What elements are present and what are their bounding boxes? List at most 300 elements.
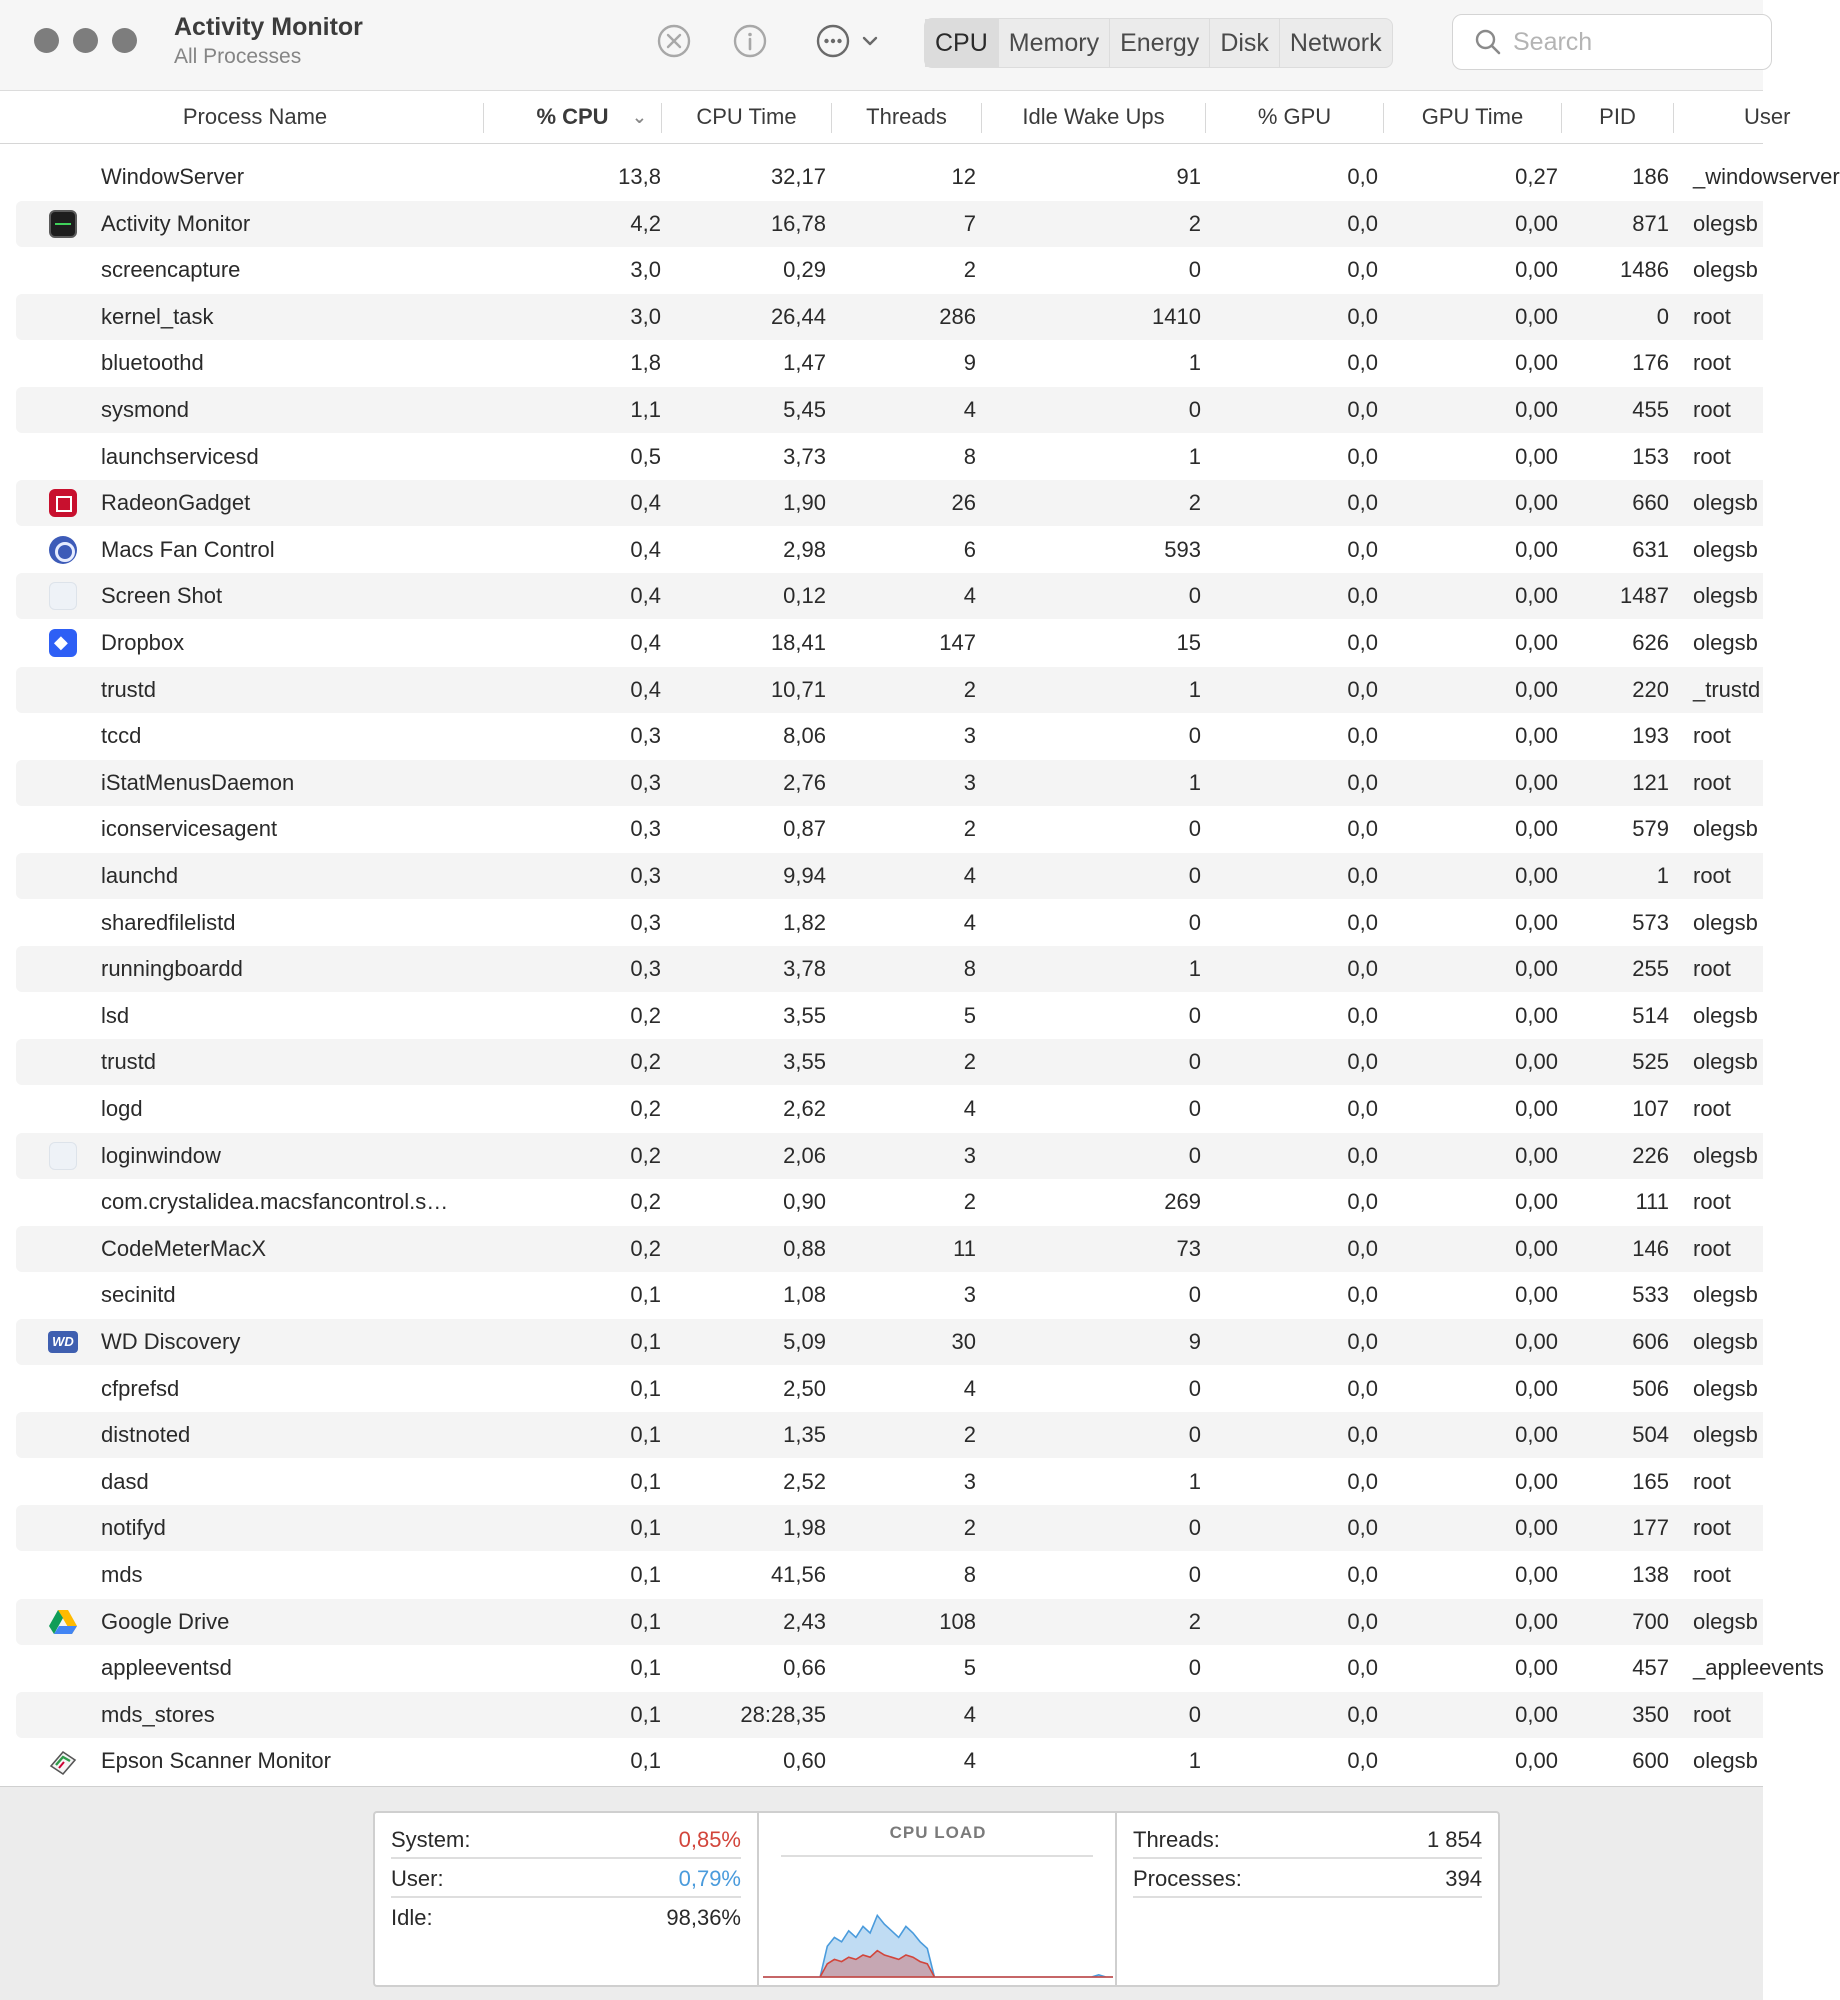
window-title: Activity Monitor	[174, 13, 363, 41]
tab-memory[interactable]: Memory	[999, 19, 1110, 67]
process-user: _appleevents	[1693, 1655, 1824, 1681]
cpu-time: 2,52	[783, 1468, 826, 1494]
gpu-percent: 0,0	[1347, 1748, 1378, 1774]
cpu-percent: 3,0	[630, 303, 661, 329]
process-icon-cell	[48, 154, 78, 200]
cpu-percent: 0,1	[630, 1655, 661, 1681]
process-name: Activity Monitor	[101, 210, 251, 236]
process-icon-cell	[48, 1366, 78, 1412]
threads-count: 2	[963, 816, 976, 842]
process-id: 1487	[1620, 583, 1669, 609]
table-row[interactable]	[16, 1505, 1763, 1551]
threads-count: 4	[963, 1375, 976, 1401]
cpu-time: 10,71	[770, 676, 826, 702]
user-label: User:	[391, 1866, 444, 1891]
cpu-percent: 0,1	[630, 1375, 661, 1401]
table-row[interactable]	[16, 806, 1763, 852]
process-icon-cell	[48, 667, 78, 713]
process-id: 146	[1632, 1235, 1669, 1261]
process-name: trustd	[101, 676, 157, 702]
cpu-percent: 0,1	[630, 1515, 661, 1541]
process-id: 579	[1632, 816, 1669, 842]
column-header-gpu-time[interactable]: GPU Time	[1383, 103, 1561, 133]
gpu-time: 0,00	[1515, 1189, 1558, 1215]
table-row[interactable]	[16, 667, 1763, 713]
process-name: screencapture	[101, 257, 241, 283]
activity-monitor-icon	[49, 210, 77, 238]
threads-count: 4	[963, 1701, 976, 1727]
process-name: CodeMeterMacX	[101, 1235, 267, 1261]
cpu-load-graph-box	[759, 1813, 1117, 1985]
process-name: distnoted	[101, 1422, 191, 1448]
table-row[interactable]	[16, 434, 1763, 480]
table-row[interactable]	[16, 387, 1763, 433]
idle-wake-ups: 0	[1188, 1515, 1201, 1541]
cpu-time: 3,55	[783, 1002, 826, 1028]
process-name: iconservicesagent	[101, 816, 278, 842]
wd-discovery-icon: WD	[48, 1331, 78, 1353]
table-row[interactable]	[16, 294, 1763, 340]
threads-count: 5	[963, 1655, 976, 1681]
idle-wake-ups: 0	[1188, 863, 1201, 888]
threads-count: 147	[939, 630, 976, 655]
table-row[interactable]	[16, 573, 1763, 619]
table-row[interactable]	[16, 1226, 1763, 1272]
process-name: sharedfilelistd	[101, 909, 236, 935]
column-header-threads[interactable]: Threads	[831, 103, 981, 133]
process-name: mds	[101, 1562, 143, 1587]
process-id: 871	[1632, 210, 1669, 236]
process-id: 1486	[1620, 257, 1669, 283]
table-row[interactable]	[16, 1319, 1763, 1365]
gpu-time: 0,00	[1515, 1235, 1558, 1261]
processes-stat	[1133, 1860, 1482, 1898]
idle-wake-ups: 0	[1188, 1002, 1201, 1028]
process-id: 107	[1632, 1096, 1669, 1121]
gpu-time: 0,00	[1515, 1096, 1558, 1121]
gpu-time: 0,00	[1515, 1748, 1558, 1774]
minimize-window-button[interactable]	[73, 28, 98, 53]
process-icon-cell	[48, 201, 78, 247]
threads-count: 2	[963, 1515, 976, 1541]
table-row[interactable]	[16, 713, 1763, 759]
column-header-pid[interactable]: PID	[1561, 103, 1673, 133]
gpu-percent: 0,0	[1347, 1375, 1378, 1401]
search-icon	[1473, 27, 1503, 57]
cpu-percent: 0,4	[630, 490, 661, 516]
threads-count: 4	[963, 863, 976, 888]
process-id: 660	[1632, 490, 1669, 516]
toolbar	[0, 0, 1763, 91]
idle-wake-ups: 0	[1188, 909, 1201, 935]
table-row[interactable]	[16, 201, 1763, 247]
process-user: root	[1693, 1701, 1731, 1727]
google-drive-icon	[48, 1608, 78, 1636]
process-id: 176	[1632, 350, 1669, 376]
process-icon-cell	[48, 1738, 78, 1784]
table-row[interactable]	[16, 480, 1763, 526]
process-id: 506	[1632, 1375, 1669, 1401]
cpu-time: 2,62	[783, 1096, 826, 1121]
process-icon-cell	[48, 1179, 78, 1225]
process-name: launchservicesd	[101, 443, 259, 469]
threads-count: 30	[951, 1329, 976, 1354]
tab-cpu[interactable]: CPU	[925, 19, 999, 67]
process-icon-cell	[48, 480, 78, 526]
threads-count: 8	[963, 443, 976, 469]
stop-process-button[interactable]	[654, 22, 694, 60]
process-user: root	[1693, 303, 1731, 329]
idle-wake-ups: 0	[1188, 1096, 1201, 1121]
cpu-time: 1,82	[783, 909, 826, 935]
cpu-percent: 0,4	[630, 630, 661, 655]
process-icon-cell	[48, 1505, 78, 1551]
process-user: olegsb	[1693, 583, 1758, 609]
inspect-process-button[interactable]	[730, 22, 770, 60]
processes-label: Processes:	[1133, 1866, 1242, 1891]
gpu-percent: 0,0	[1347, 909, 1378, 935]
idle-wake-ups: 1	[1188, 1468, 1201, 1494]
table-row[interactable]	[16, 340, 1763, 386]
process-id: 111	[1635, 1189, 1669, 1215]
idle-wake-ups: 73	[1176, 1235, 1201, 1261]
system-label: System:	[391, 1827, 471, 1852]
table-row[interactable]	[16, 760, 1763, 806]
process-user: olegsb	[1693, 257, 1758, 283]
threads-count: 2	[963, 1189, 976, 1215]
cpu-percent: 0,3	[630, 909, 661, 935]
cpu-percent: 0,2	[630, 1049, 661, 1075]
process-user: olegsb	[1693, 1282, 1758, 1308]
threads-count: 108	[939, 1608, 976, 1634]
search-input[interactable]	[1513, 28, 1753, 57]
gpu-time: 0,00	[1515, 816, 1558, 842]
process-icon-cell	[48, 1039, 78, 1085]
process-id: 165	[1632, 1468, 1669, 1494]
process-user: olegsb	[1693, 816, 1758, 842]
idle-wake-ups: 0	[1188, 1655, 1201, 1681]
idle-label: Idle:	[391, 1905, 433, 1930]
process-user: root	[1693, 350, 1731, 376]
process-id: 220	[1632, 676, 1669, 702]
process-icon-cell	[48, 527, 78, 573]
table-row[interactable]	[16, 1039, 1763, 1085]
table-row[interactable]	[16, 527, 1763, 573]
process-user: olegsb	[1693, 630, 1758, 655]
gpu-percent: 0,0	[1347, 1049, 1378, 1075]
tab-disk[interactable]: Disk	[1210, 19, 1280, 67]
table-row[interactable]	[16, 154, 1840, 200]
threads-count: 3	[963, 1468, 976, 1494]
process-name: bluetoothd	[101, 350, 204, 376]
process-user: root	[1693, 956, 1731, 982]
process-id: 626	[1632, 630, 1669, 655]
idle-wake-ups: 0	[1188, 1562, 1201, 1587]
epson-scanner-icon	[48, 1746, 78, 1776]
process-user: olegsb	[1693, 210, 1758, 236]
threads-count: 3	[963, 723, 976, 749]
table-row[interactable]	[16, 620, 1763, 666]
process-name: Dropbox	[101, 630, 185, 655]
idle-wake-ups: 0	[1188, 1142, 1201, 1168]
process-user: root	[1693, 863, 1731, 888]
cpu-percent: 0,4	[630, 536, 661, 562]
gpu-time: 0,00	[1515, 1282, 1558, 1308]
cpu-time: 0,90	[783, 1189, 826, 1215]
table-row[interactable]	[16, 1086, 1763, 1132]
cpu-time: 3,78	[783, 956, 826, 982]
process-user: root	[1693, 443, 1731, 469]
cpu-percent: 0,3	[630, 816, 661, 842]
table-row[interactable]	[16, 1179, 1763, 1225]
table-row[interactable]	[16, 1272, 1763, 1318]
zoom-window-button[interactable]	[112, 28, 137, 53]
process-user: _windowserver	[1693, 164, 1840, 189]
process-name: appleeventsd	[101, 1655, 232, 1681]
process-user: olegsb	[1693, 1142, 1758, 1168]
macs-fan-control-icon	[49, 536, 77, 564]
cpu-time: 1,47	[783, 350, 826, 376]
threads-count: 12	[951, 164, 976, 189]
table-row[interactable]	[16, 1599, 1763, 1645]
process-icon-cell	[48, 1645, 78, 1691]
gpu-time: 0,00	[1515, 1515, 1558, 1541]
gpu-percent: 0,0	[1347, 1235, 1378, 1261]
search-field[interactable]	[1452, 14, 1772, 70]
cpu-load-graph	[763, 1861, 1113, 1981]
gpu-percent: 0,0	[1347, 1096, 1378, 1121]
gpu-time: 0,00	[1515, 909, 1558, 935]
more-actions-button[interactable]	[808, 22, 888, 60]
cpu-usage-stats	[375, 1813, 759, 1985]
process-icon-cell	[48, 993, 78, 1039]
table-row[interactable]	[16, 1459, 1763, 1505]
idle-wake-ups: 1	[1188, 676, 1201, 702]
gpu-percent: 0,0	[1347, 1329, 1378, 1354]
threads-count: 286	[939, 303, 976, 329]
process-name: WindowServer	[101, 164, 245, 189]
gpu-percent: 0,0	[1347, 397, 1378, 422]
threads-count: 2	[963, 1049, 976, 1075]
cpu-time: 41,56	[770, 1562, 826, 1587]
process-name: trustd	[101, 1049, 157, 1075]
gpu-time: 0,00	[1515, 1422, 1558, 1448]
gpu-percent: 0,0	[1347, 1142, 1378, 1168]
process-user: olegsb	[1693, 1329, 1758, 1354]
process-name: tccd	[101, 723, 142, 749]
tab-energy[interactable]: Energy	[1110, 19, 1210, 67]
idle-wake-ups: 593	[1164, 536, 1201, 562]
cpu-time: 5,45	[783, 397, 826, 422]
process-id: 255	[1632, 956, 1669, 982]
table-row[interactable]	[16, 853, 1763, 899]
threads-count: 7	[963, 210, 976, 236]
process-user: olegsb	[1693, 1049, 1758, 1075]
cpu-percent: 0,2	[630, 1235, 661, 1261]
process-user: root	[1693, 723, 1731, 749]
column-header-cpu-label: % CPU	[536, 104, 609, 129]
cpu-time: 0,60	[783, 1748, 826, 1774]
table-row[interactable]	[16, 1738, 1763, 1784]
process-icon-cell	[48, 247, 78, 293]
cpu-percent: 0,1	[630, 1748, 661, 1774]
column-header-user[interactable]: User	[1673, 103, 1783, 133]
table-row[interactable]	[16, 1692, 1763, 1738]
table-row[interactable]	[16, 1552, 1763, 1598]
table-row[interactable]	[16, 247, 1763, 293]
idle-wake-ups: 269	[1164, 1189, 1201, 1215]
gpu-percent: 0,0	[1347, 210, 1378, 236]
cpu-time: 32,17	[770, 164, 826, 189]
gpu-time: 0,00	[1515, 1049, 1558, 1075]
gpu-time: 0,00	[1515, 210, 1558, 236]
dropbox-icon	[49, 629, 77, 657]
cpu-time: 2,76	[783, 769, 826, 795]
process-user: root	[1693, 1562, 1731, 1587]
idle-value: 98,36%	[666, 1905, 741, 1930]
column-header-gpu[interactable]: % GPU	[1205, 103, 1383, 133]
idle-wake-ups: 2	[1188, 1608, 1201, 1634]
process-id: 138	[1632, 1562, 1669, 1587]
idle-wake-ups: 91	[1176, 164, 1201, 189]
gpu-percent: 0,0	[1347, 443, 1378, 469]
idle-wake-ups: 0	[1188, 1049, 1201, 1075]
process-id: 153	[1632, 443, 1669, 469]
process-icon-cell	[48, 1692, 78, 1738]
process-icon-cell	[48, 387, 78, 433]
gpu-percent: 0,0	[1347, 1468, 1378, 1494]
table-row[interactable]	[16, 993, 1763, 1039]
idle-wake-ups: 1410	[1152, 303, 1201, 329]
gpu-time: 0,00	[1515, 1002, 1558, 1028]
threads-count: 9	[963, 350, 976, 376]
process-user: root	[1693, 1096, 1731, 1121]
gpu-percent: 0,0	[1347, 630, 1378, 655]
cpu-percent: 0,3	[630, 723, 661, 749]
idle-wake-ups: 0	[1188, 816, 1201, 842]
idle-wake-ups: 0	[1188, 1422, 1201, 1448]
idle-wake-ups: 0	[1188, 723, 1201, 749]
process-id: 504	[1632, 1422, 1669, 1448]
process-name: sysmond	[101, 397, 190, 422]
column-header-idle-wake-ups[interactable]: Idle Wake Ups	[981, 103, 1205, 133]
cpu-percent: 1,8	[630, 350, 661, 376]
threads-count: 4	[963, 909, 976, 935]
process-name: Google Drive	[101, 1608, 230, 1634]
process-user: olegsb	[1693, 1748, 1758, 1774]
column-header-cpu[interactable]	[483, 103, 661, 133]
threads-count: 2	[963, 1422, 976, 1448]
gpu-time: 0,00	[1515, 350, 1558, 376]
table-row[interactable]	[16, 1412, 1763, 1458]
idle-wake-ups: 0	[1188, 1282, 1201, 1308]
process-user: olegsb	[1693, 1002, 1758, 1028]
window-subtitle[interactable]: All Processes	[174, 45, 302, 68]
cpu-time: 8,06	[783, 723, 826, 749]
process-user: root	[1693, 769, 1731, 795]
cpu-percent: 0,3	[630, 956, 661, 982]
table-row[interactable]	[16, 1645, 1824, 1691]
tab-network[interactable]: Network	[1289, 29, 1382, 57]
close-window-button[interactable]	[34, 28, 59, 53]
cpu-time: 2,98	[783, 536, 826, 562]
threads-count: 3	[963, 1142, 976, 1168]
process-name: kernel_task	[101, 303, 214, 329]
process-id: 525	[1632, 1049, 1669, 1075]
column-header-cpu-time[interactable]: CPU Time	[661, 103, 831, 133]
gpu-time: 0,00	[1515, 956, 1558, 982]
threads-count: 26	[951, 490, 976, 516]
process-icon-cell	[48, 713, 78, 759]
idle-wake-ups: 0	[1188, 1375, 1201, 1401]
table-row[interactable]	[16, 1366, 1763, 1412]
idle-wake-ups: 1	[1188, 443, 1201, 469]
process-name: secinitd	[101, 1282, 176, 1308]
idle-wake-ups: 1	[1188, 769, 1201, 795]
cpu-time: 3,55	[783, 1049, 826, 1075]
gpu-time: 0,00	[1515, 1468, 1558, 1494]
sort-chevron-icon: ⌄	[631, 107, 647, 127]
idle-wake-ups: 1	[1188, 350, 1201, 376]
cpu-time: 2,50	[783, 1375, 826, 1401]
cpu-percent: 0,1	[630, 1422, 661, 1448]
cpu-percent: 0,1	[630, 1701, 661, 1727]
process-icon-cell	[48, 853, 78, 899]
process-icon-cell	[48, 1412, 78, 1458]
gpu-time: 0,00	[1515, 303, 1558, 329]
gpu-time: 0,27	[1515, 164, 1558, 189]
idle-wake-ups: 0	[1188, 397, 1201, 422]
process-icon-cell	[48, 1459, 78, 1505]
process-icon-cell	[48, 620, 78, 666]
idle-wake-ups: 1	[1188, 1748, 1201, 1774]
cpu-time: 9,94	[783, 863, 826, 888]
cpu-percent: 0,3	[630, 863, 661, 888]
stop-process-icon	[657, 24, 691, 58]
process-user: root	[1693, 1515, 1731, 1541]
cpu-time: 0,66	[783, 1655, 826, 1681]
process-id: 1	[1656, 863, 1669, 888]
threads-count: 11	[953, 1235, 976, 1261]
process-user: olegsb	[1693, 1608, 1758, 1634]
gpu-time: 0,00	[1515, 536, 1558, 562]
processes-value: 394	[1445, 1866, 1482, 1891]
cpu-percent: 0,1	[630, 1468, 661, 1494]
table-row[interactable]	[16, 1133, 1763, 1179]
gpu-percent: 0,0	[1347, 490, 1378, 516]
gpu-percent: 0,0	[1347, 863, 1378, 888]
process-icon-cell	[48, 1319, 78, 1365]
cpu-percent: 0,5	[630, 443, 661, 469]
gpu-time: 0,00	[1515, 257, 1558, 283]
gpu-percent: 0,0	[1347, 164, 1378, 189]
cpu-time: 0,88	[783, 1235, 826, 1261]
gpu-percent: 0,0	[1347, 536, 1378, 562]
cpu-percent: 4,2	[630, 210, 661, 236]
gpu-percent: 0,0	[1347, 723, 1378, 749]
column-header-process-name[interactable]: Process Name	[182, 104, 328, 129]
threads-count: 2	[963, 257, 976, 283]
threads-count: 6	[963, 536, 976, 562]
process-name: iStatMenusDaemon	[101, 769, 295, 795]
process-user: root	[1693, 1468, 1731, 1494]
threads-count: 3	[963, 1282, 976, 1308]
gpu-time: 0,00	[1515, 1701, 1558, 1727]
table-row[interactable]	[16, 900, 1763, 946]
gpu-time: 0,00	[1515, 769, 1558, 795]
table-row[interactable]	[16, 946, 1763, 992]
process-id: 457	[1632, 1655, 1669, 1681]
